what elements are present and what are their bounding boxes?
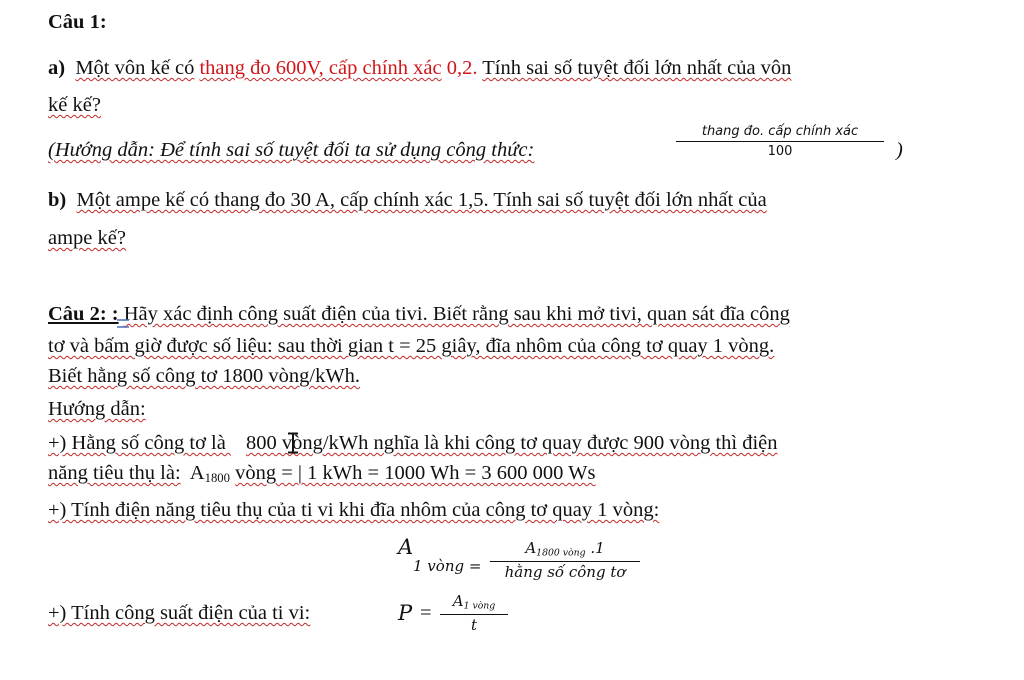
step-1-line-2 — [48, 463, 595, 485]
formula-1-fraction — [490, 541, 640, 580]
text-cursor-icon — [116, 319, 130, 328]
hint-denominator: 100 — [767, 144, 793, 159]
question-2-line-3: Biết hằng số công tơ 1800 vòng/kWh. — [48, 365, 361, 387]
formula-1-denominator: hằng số công tơ — [504, 562, 626, 581]
step-1-text-c: năng tiêu thụ là: — [48, 462, 181, 484]
step-3-text: +) Tính công suất điện của ti vi: — [48, 602, 311, 624]
formula-2-num-A: A — [452, 592, 464, 610]
step-1-line-1 — [48, 433, 778, 454]
part-a-highlight: thang đo 600V, cấp chính xác — [199, 57, 442, 79]
energy-subscript: 1800 — [204, 471, 230, 486]
formula-1-num-sub: 1800 vòng — [536, 547, 586, 559]
formula-1-num-A: A — [525, 539, 537, 557]
question-2-title: Câu 2: : — [48, 303, 119, 325]
formula-2-num-sub: 1 vòng — [463, 600, 496, 612]
step-1-text-a: +) Hằng số công tơ là — [48, 432, 231, 454]
formula-2-numerator — [440, 594, 508, 611]
guide-title: Hướng dẫn: — [48, 398, 146, 420]
fraction-bar — [440, 614, 508, 615]
formula-1-num-tail: .1 — [585, 539, 605, 557]
step-2-text: +) Tính điện năng tiêu thụ của ti vi khi đĩa nhôm của công tơ quay 1 vòng: — [48, 499, 660, 521]
question-1b-line-1 — [48, 190, 767, 211]
question-2-line-1 — [48, 304, 790, 325]
part-b-text: Một ampe kế có thang đo 30 A, cấp chính xác 1,5. Tính sai số tuyệt đối lớn nhất của — [76, 189, 767, 211]
part-b-label: b) — [48, 189, 67, 211]
formula-1-A: A — [398, 535, 414, 559]
question-1-title: Câu 1: — [48, 11, 107, 33]
part-a-accuracy: 0,2. — [446, 57, 478, 79]
question-1a-line-1 — [48, 58, 791, 79]
formula-2-equals: = — [420, 602, 432, 624]
question-1a-line-2: kế kế? — [48, 94, 101, 116]
part-a-label: a) — [48, 57, 66, 79]
step-1-equation: vòng = | 1 kWh = 1000 Wh = 3 600 000 Ws — [235, 462, 596, 484]
fraction-bar — [490, 561, 640, 562]
formula-1-lhs: 1 vòng = — [413, 557, 482, 575]
part-a-text: Một vôn kế có — [75, 57, 195, 79]
question-2-text-1: Hãy xác định công suất điện của tivi. Biết rằng sau khi mở tivi, quan sát đĩa công — [123, 303, 790, 325]
hint-text: (Hướng dẫn: Để tính sai số tuyệt đối ta sử dụng công thức: — [48, 139, 535, 161]
hint-numerator: thang đo. cấp chính xác — [701, 124, 859, 139]
formula-2-P: P — [398, 601, 413, 625]
fraction-bar — [676, 141, 884, 142]
hint-close-paren: ) — [896, 139, 903, 161]
step-1-text-b: 800 vòng/kWh nghĩa là khi công tơ quay được 900 vòng thì điện — [245, 432, 778, 454]
formula-2-fraction — [440, 594, 508, 633]
question-1b-line-2: ampe kế? — [48, 227, 126, 249]
formula-2-denominator: t — [470, 615, 478, 634]
ibeam-cursor-icon — [286, 432, 300, 454]
energy-symbol: A — [189, 462, 205, 484]
part-a-question: Tính sai số tuyệt đối lớn nhất của vôn — [482, 57, 792, 79]
question-2-line-2: tơ và bấm giờ được số liệu: sau thời gian t = 25 giây, đĩa nhôm của công tơ quay 1 vòng. — [48, 335, 775, 357]
hint-formula — [676, 125, 884, 158]
formula-1-numerator — [490, 541, 640, 558]
